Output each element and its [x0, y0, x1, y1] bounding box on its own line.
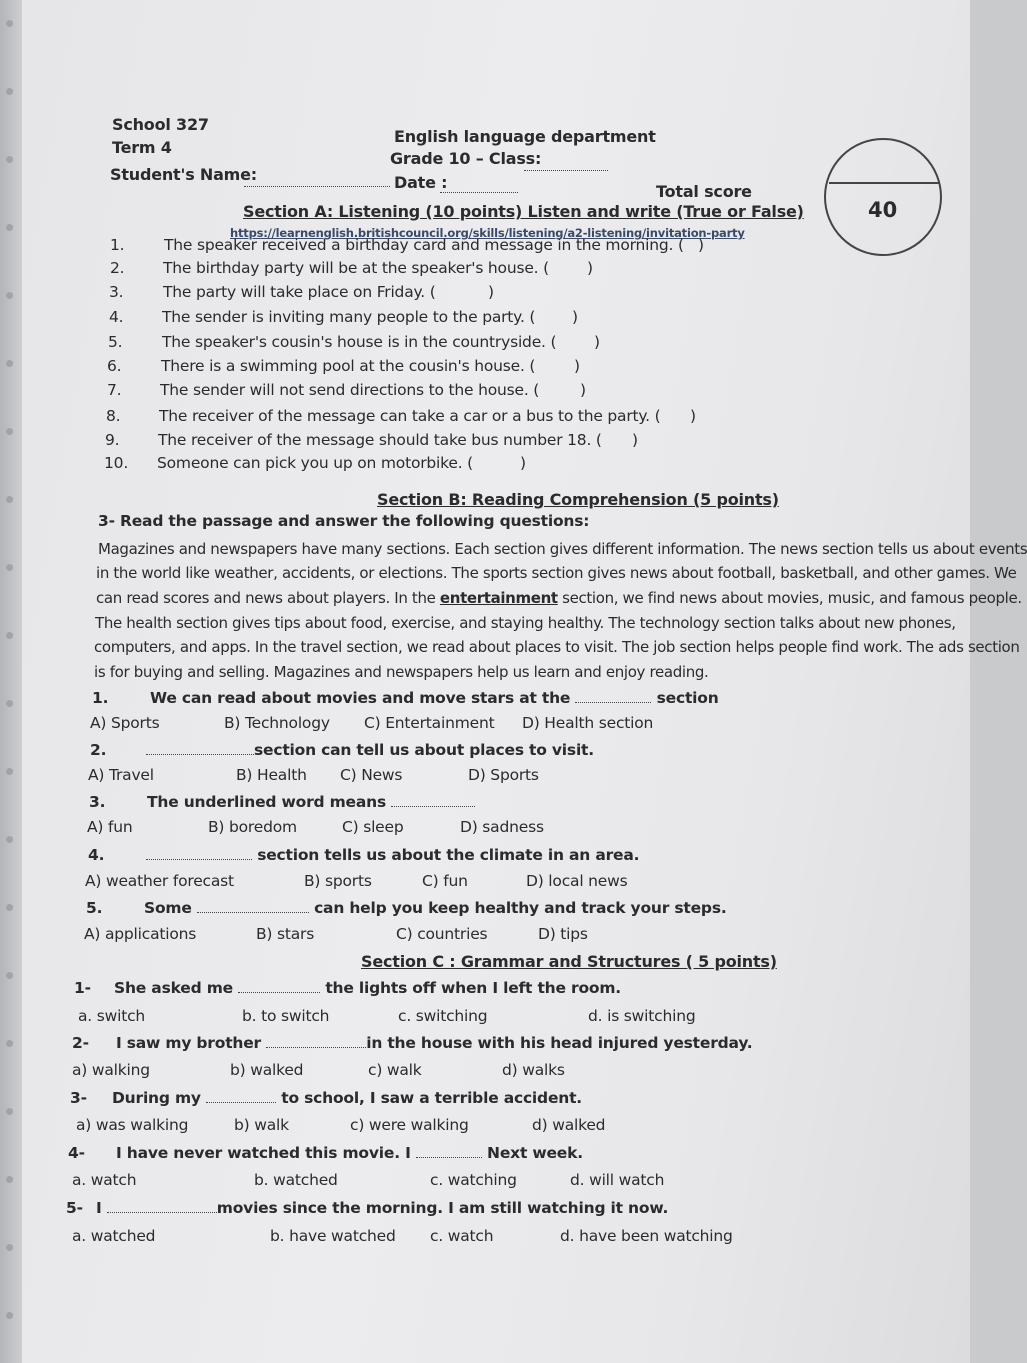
item-number: 5. — [108, 333, 123, 351]
binder-hole — [6, 88, 13, 95]
question-number: 3. — [89, 793, 106, 811]
item-number: 1. — [110, 236, 125, 254]
answer-box-close[interactable]: ) — [520, 454, 526, 472]
answer-box-close[interactable]: ) — [587, 259, 593, 277]
question-number: 2. — [90, 741, 107, 759]
binder-hole — [6, 224, 13, 231]
answer-option[interactable]: b. have watched — [270, 1227, 396, 1245]
answer-box-close[interactable]: ) — [690, 407, 696, 425]
answer-option[interactable]: c) walk — [368, 1061, 422, 1079]
binder-hole — [6, 1108, 13, 1115]
score-circle — [824, 138, 942, 256]
item-number: 3. — [109, 283, 124, 301]
stem-text-after: section — [651, 689, 719, 707]
answer-option[interactable]: D) tips — [538, 925, 588, 943]
question-number: 5. — [86, 899, 103, 917]
term-label: Term 4 — [112, 138, 172, 157]
answer-option[interactable]: A) applications — [84, 925, 197, 943]
answer-option[interactable]: d. will watch — [570, 1171, 665, 1189]
listening-link[interactable]: https://learnenglish.britishcouncil.org/skills/listening/a2-listening/invitation-party — [230, 226, 745, 240]
item-number: 2. — [110, 259, 125, 277]
answer-option[interactable]: b) walked — [230, 1061, 304, 1079]
answer-option[interactable]: c. switching — [398, 1007, 488, 1025]
answer-option[interactable]: a) walking — [72, 1061, 150, 1079]
answer-option[interactable]: A) weather forecast — [85, 872, 234, 890]
answer-option[interactable]: D) sadness — [460, 818, 544, 836]
question-stem — [112, 1089, 582, 1107]
item-number: 4. — [109, 308, 124, 326]
answer-option[interactable]: b. watched — [254, 1171, 338, 1189]
answer-option[interactable]: a. switch — [78, 1007, 146, 1025]
binder-hole — [6, 836, 13, 843]
school-name: School 327 — [112, 115, 209, 134]
stem-text-before: She asked me — [114, 979, 239, 997]
true-false-statement: The birthday party will be at the speaker's house. ( — [163, 259, 549, 277]
answer-blank[interactable] — [266, 1035, 366, 1048]
binder-hole — [6, 292, 13, 299]
section-a-title: Section A: Listening (10 points) Listen and write (True or False) — [243, 202, 804, 221]
passage-line-3 — [96, 586, 1022, 611]
true-false-statement: The receiver of the message can take a car or a bus to the party. ( — [159, 407, 661, 425]
stem-text-after: section tells us about the climate in an area. — [252, 846, 640, 864]
question-number: 5- — [66, 1199, 83, 1217]
answer-option[interactable]: b) walk — [234, 1116, 289, 1134]
question-stem — [96, 1199, 668, 1217]
answer-box-close[interactable]: ) — [580, 381, 586, 399]
section-b-title: Section B: Reading Comprehension (5 points) — [377, 490, 779, 509]
answer-option[interactable]: D) Sports — [468, 766, 539, 784]
binder-hole — [6, 1312, 13, 1319]
answer-box-close[interactable]: ) — [574, 357, 580, 375]
answer-option[interactable]: A) Travel — [88, 766, 154, 784]
reading-instruction: 3- Read the passage and answer the following questions: — [98, 512, 590, 530]
answer-option[interactable]: C) fun — [422, 872, 468, 890]
student-name-label: Student's Name: — [110, 165, 258, 184]
true-false-statement: The sender will not send directions to the house. ( — [160, 381, 540, 399]
answer-option[interactable]: a. watched — [72, 1227, 156, 1245]
answer-blank[interactable] — [575, 690, 651, 703]
answer-option[interactable]: d. have been watching — [560, 1227, 733, 1245]
item-number: 7. — [107, 381, 122, 399]
question-number: 2- — [72, 1034, 89, 1052]
department-label: English language department — [394, 127, 656, 146]
answer-option[interactable]: c. watching — [430, 1171, 517, 1189]
answer-option[interactable]: B) boredom — [208, 818, 297, 836]
answer-blank[interactable] — [197, 900, 309, 913]
question-stem — [146, 741, 594, 759]
answer-blank[interactable] — [146, 742, 254, 755]
passage-line-3-start: can read scores and news about players. In the — [96, 589, 440, 607]
answer-box-close[interactable]: ) — [572, 308, 578, 326]
stem-text-before: I have never watched this movie. I — [116, 1144, 416, 1162]
question-number: 4- — [68, 1144, 85, 1162]
binder-hole — [6, 632, 13, 639]
underlined-word: entertainment — [439, 589, 558, 607]
grade-class-label: Grade 10 – Class: — [390, 149, 542, 168]
score-divider — [829, 182, 939, 184]
answer-option[interactable]: C) Entertainment — [364, 714, 495, 732]
binder-hole — [6, 20, 13, 27]
answer-option[interactable]: C) News — [340, 766, 403, 784]
binder-hole — [6, 360, 13, 367]
answer-option[interactable]: B) stars — [256, 925, 315, 943]
question-number: 3- — [70, 1089, 87, 1107]
answer-blank[interactable] — [146, 847, 252, 860]
answer-option[interactable]: A) fun — [87, 818, 133, 836]
true-false-statement: The speaker's cousin's house is in the countryside. ( — [162, 333, 557, 351]
answer-blank[interactable] — [391, 794, 475, 807]
passage-line-6: is for buying and selling. Magazines and newspapers help us learn and enjoy reading. — [94, 663, 709, 681]
stem-text-before: I saw my brother — [116, 1034, 267, 1052]
binder-hole — [6, 428, 13, 435]
binder-margin — [0, 0, 22, 1363]
answer-option[interactable]: a. watch — [72, 1171, 137, 1189]
stem-text-before: We can read about movies and move stars at the — [150, 689, 576, 707]
true-false-statement: The receiver of the message should take bus number 18. ( — [158, 431, 602, 449]
answer-option[interactable]: a) was walking — [76, 1116, 189, 1134]
passage-line-1: Magazines and newspapers have many sections. Each section gives different information. The news section tells us about events — [98, 540, 1027, 558]
true-false-statement: The sender is inviting many people to the party. ( — [162, 308, 536, 326]
question-stem — [150, 689, 719, 707]
date-label: Date : — [394, 173, 448, 192]
question-number: 1- — [74, 979, 91, 997]
answer-option[interactable]: B) Health — [236, 766, 307, 784]
answer-box-close[interactable]: ) — [632, 431, 638, 449]
binder-hole — [6, 496, 13, 503]
answer-option[interactable]: b. to switch — [242, 1007, 330, 1025]
stem-text-before: I — [96, 1199, 107, 1217]
answer-option[interactable]: D) Health section — [522, 714, 654, 732]
question-number: 4. — [88, 846, 105, 864]
passage-line-2: in the world like weather, accidents, or elections. The sports section gives news about football, basketball, and other games. We — [96, 564, 1017, 582]
answer-option[interactable]: B) sports — [304, 872, 372, 890]
true-false-statement: The speaker received a birthday card and message in the morning. ( — [164, 236, 684, 254]
answer-box-close[interactable]: ) — [594, 333, 600, 351]
answer-option[interactable]: c. watch — [430, 1227, 494, 1245]
question-stem — [144, 899, 727, 917]
binder-hole — [6, 972, 13, 979]
binder-hole — [6, 768, 13, 775]
passage-line-4: The health section gives tips about food, exercise, and staying healthy. The technology section talks about new phones, — [95, 614, 956, 632]
stem-text-before: Some — [144, 899, 197, 917]
answer-box-close[interactable]: ) — [698, 236, 704, 254]
stem-text-after: movies since the morning. I am still watching it now. — [216, 1199, 669, 1217]
exam-paper — [22, 0, 1027, 1363]
stem-text-after: to school, I saw a terrible accident. — [276, 1089, 582, 1107]
answer-blank[interactable] — [206, 1090, 276, 1103]
answer-option[interactable]: D) local news — [526, 872, 628, 890]
stem-text-before: During my — [112, 1089, 207, 1107]
answer-blank[interactable] — [416, 1145, 482, 1158]
answer-option[interactable]: c) were walking — [350, 1116, 469, 1134]
stem-text-after: section can tell us about places to visit. — [254, 741, 594, 759]
answer-option[interactable]: C) sleep — [342, 818, 404, 836]
binder-hole — [6, 1176, 13, 1183]
item-number: 9. — [105, 431, 120, 449]
item-number: 8. — [106, 407, 121, 425]
item-number: 6. — [107, 357, 122, 375]
total-score-label: Total score — [656, 182, 752, 201]
question-stem — [114, 979, 621, 997]
binder-hole — [6, 564, 13, 571]
answer-option[interactable]: d) walked — [532, 1116, 606, 1134]
stem-text-after: in the house with his head injured yesterday. — [366, 1034, 753, 1052]
class-blank — [524, 158, 608, 171]
passage-line-5: computers, and apps. In the travel section, we read about places to visit. The job section helps people find work. The ads section — [94, 638, 1020, 656]
true-false-statement: There is a swimming pool at the cousin's house. ( — [161, 357, 536, 375]
binder-hole — [6, 904, 13, 911]
student-name-blank — [244, 174, 390, 187]
stem-text-after: the lights off when I left the room. — [320, 979, 621, 997]
answer-blank[interactable] — [238, 980, 320, 993]
section-c-title: Section C : Grammar and Structures ( 5 points) — [361, 952, 777, 971]
answer-option[interactable]: B) Technology — [224, 714, 330, 732]
passage-line-3-end: section, we find news about movies, music, and famous people. — [557, 589, 1022, 607]
answer-option[interactable]: C) countries — [396, 925, 488, 943]
answer-option[interactable]: d) walks — [502, 1061, 565, 1079]
answer-option[interactable]: A) Sports — [90, 714, 160, 732]
stem-text-after: can help you keep healthy and track your steps. — [308, 899, 727, 917]
answer-option[interactable]: d. is switching — [588, 1007, 696, 1025]
binder-hole — [6, 700, 13, 707]
question-stem — [147, 793, 475, 811]
stem-text-after: Next week. — [481, 1144, 583, 1162]
answer-box-close[interactable]: ) — [488, 283, 494, 301]
question-stem — [116, 1144, 583, 1162]
item-number: 10. — [104, 454, 129, 472]
question-stem — [116, 1034, 753, 1052]
binder-hole — [6, 1040, 13, 1047]
binder-hole — [6, 1244, 13, 1251]
true-false-statement: The party will take place on Friday. ( — [163, 283, 436, 301]
true-false-statement: Someone can pick you up on motorbike. ( — [157, 454, 474, 472]
answer-blank[interactable] — [107, 1200, 217, 1213]
question-stem — [146, 846, 639, 864]
date-blank — [440, 180, 518, 193]
stem-text-before: The underlined word means — [147, 793, 392, 811]
binder-hole — [6, 156, 13, 163]
question-number: 1. — [92, 689, 109, 707]
total-score-value: 40 — [868, 198, 898, 222]
